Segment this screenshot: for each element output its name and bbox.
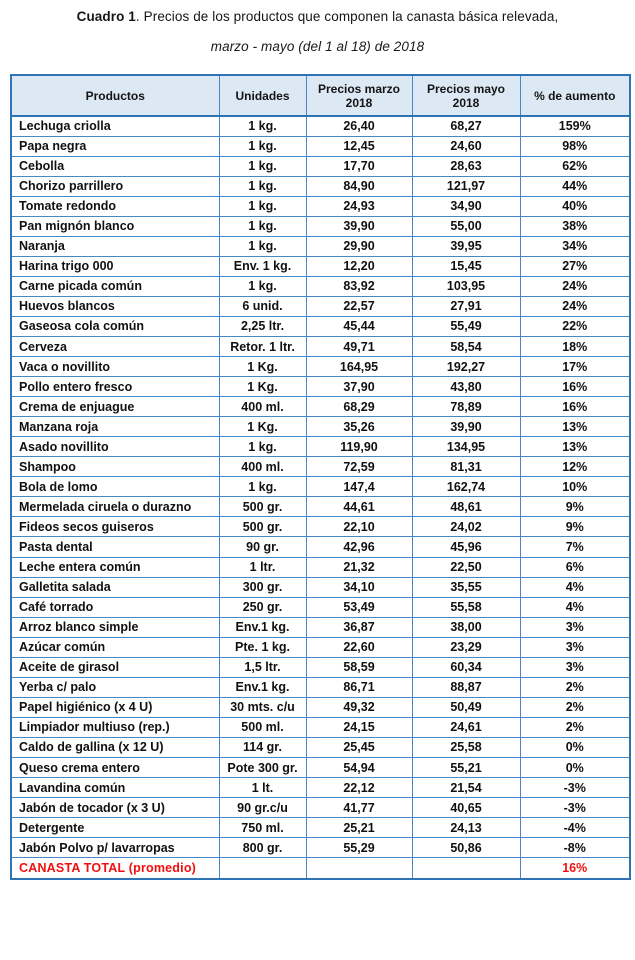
price-may-cell: 38,00 [412, 617, 520, 637]
price-march-cell: 119,90 [306, 437, 412, 457]
table-row [11, 136, 630, 156]
product-cell: Carne picada común [11, 276, 219, 296]
price-may-cell: 27,91 [412, 296, 520, 316]
unit-cell: 500 ml. [219, 717, 306, 737]
price-march-cell: 24,93 [306, 196, 412, 216]
table-row [11, 517, 630, 537]
pct-cell: 4% [520, 577, 630, 597]
table-row [11, 196, 630, 216]
price-march-cell: 58,59 [306, 657, 412, 677]
unit-cell: 1 kg. [219, 236, 306, 256]
table-row [11, 597, 630, 617]
unit-cell: 1,5 ltr. [219, 657, 306, 677]
table-footer [11, 858, 630, 880]
table-row [11, 417, 630, 437]
unit-cell: 90 gr.c/u [219, 798, 306, 818]
pct-cell: 24% [520, 276, 630, 296]
price-may-cell: 23,29 [412, 637, 520, 657]
price-march-cell: 12,45 [306, 136, 412, 156]
pct-cell: 13% [520, 437, 630, 457]
price-march-cell: 39,90 [306, 216, 412, 236]
product-cell: Limpiador multiuso (rep.) [11, 717, 219, 737]
col-header-precios-marzo: Precios marzo 2018 [306, 75, 412, 116]
pct-cell: 3% [520, 617, 630, 637]
pct-cell: 6% [520, 557, 630, 577]
product-cell: Cerveza [11, 337, 219, 357]
table-row [11, 357, 630, 377]
product-cell: Gaseosa cola común [11, 316, 219, 336]
product-cell: Café torrado [11, 597, 219, 617]
unit-cell: 1 ltr. [219, 557, 306, 577]
price-march-cell: 22,57 [306, 296, 412, 316]
product-cell: Huevos blancos [11, 296, 219, 316]
price-may-cell: 21,54 [412, 778, 520, 798]
col-header-precios-mayo: Precios mayo 2018 [412, 75, 520, 116]
col-header-unidades: Unidades [219, 75, 306, 116]
table-row [11, 176, 630, 196]
product-cell: Jabón Polvo p/ lavarropas [11, 838, 219, 858]
total-row [11, 858, 630, 880]
unit-cell: 1 lt. [219, 778, 306, 798]
price-table [10, 74, 631, 880]
price-march-cell: 21,32 [306, 557, 412, 577]
pct-cell: -8% [520, 838, 630, 858]
unit-cell: 750 ml. [219, 818, 306, 838]
price-may-cell: 55,58 [412, 597, 520, 617]
table-row [11, 377, 630, 397]
price-may-cell: 55,21 [412, 758, 520, 778]
price-may-cell: 81,31 [412, 457, 520, 477]
price-may-cell: 55,00 [412, 216, 520, 236]
col-header-pct-aumento: % de aumento [520, 75, 630, 116]
pct-cell: 9% [520, 497, 630, 517]
table-row [11, 457, 630, 477]
price-may-cell: 192,27 [412, 357, 520, 377]
pct-cell: 24% [520, 296, 630, 316]
price-may-cell: 22,50 [412, 557, 520, 577]
table-row [11, 477, 630, 497]
unit-cell: 1 kg. [219, 176, 306, 196]
table-row [11, 397, 630, 417]
unit-cell: 400 ml. [219, 457, 306, 477]
price-march-cell: 17,70 [306, 156, 412, 176]
table-row [11, 216, 630, 236]
unit-cell: Pte. 1 kg. [219, 637, 306, 657]
col-header-productos: Productos [11, 75, 219, 116]
pct-cell: 2% [520, 677, 630, 697]
product-cell: Leche entera común [11, 557, 219, 577]
product-cell: Arroz blanco simple [11, 617, 219, 637]
table-subtitle: marzo - mayo (del 1 al 18) de 2018 [210, 39, 425, 54]
table-row [11, 236, 630, 256]
product-cell: Pollo entero fresco [11, 377, 219, 397]
price-march-cell: 25,45 [306, 737, 412, 757]
table-row [11, 116, 630, 136]
product-cell: Manzana roja [11, 417, 219, 437]
unit-cell: 6 unid. [219, 296, 306, 316]
table-row [11, 798, 630, 818]
unit-cell: Pote 300 gr. [219, 758, 306, 778]
table-row [11, 577, 630, 597]
price-march-cell: 55,29 [306, 838, 412, 858]
price-may-cell: 60,34 [412, 657, 520, 677]
pct-cell: 27% [520, 256, 630, 276]
unit-cell: Env.1 kg. [219, 677, 306, 697]
product-cell: Tomate redondo [11, 196, 219, 216]
price-march-cell: 54,94 [306, 758, 412, 778]
unit-cell: Env.1 kg. [219, 617, 306, 637]
price-march-cell: 72,59 [306, 457, 412, 477]
price-may-cell: 43,80 [412, 377, 520, 397]
unit-cell: 1 kg. [219, 276, 306, 296]
price-may-cell: 35,55 [412, 577, 520, 597]
unit-cell: 1 kg. [219, 156, 306, 176]
unit-cell: 1 kg. [219, 116, 306, 136]
pct-cell: 34% [520, 236, 630, 256]
unit-cell: 1 kg. [219, 477, 306, 497]
price-may-cell: 15,45 [412, 256, 520, 276]
table-row [11, 537, 630, 557]
pct-cell: 98% [520, 136, 630, 156]
table-row [11, 778, 630, 798]
price-march-cell: 147,4 [306, 477, 412, 497]
pct-cell: 13% [520, 417, 630, 437]
price-may-cell: 134,95 [412, 437, 520, 457]
product-cell: Bola de lomo [11, 477, 219, 497]
product-cell: Caldo de gallina (x 12 U) [11, 737, 219, 757]
table-row [11, 657, 630, 677]
product-cell: Chorizo parrillero [11, 176, 219, 196]
total-march-cell [306, 858, 412, 880]
price-march-cell: 45,44 [306, 316, 412, 336]
price-may-cell: 39,90 [412, 417, 520, 437]
pct-cell: 2% [520, 717, 630, 737]
price-may-cell: 78,89 [412, 397, 520, 417]
price-march-cell: 29,90 [306, 236, 412, 256]
pct-cell: 10% [520, 477, 630, 497]
price-march-cell: 44,61 [306, 497, 412, 517]
table-row [11, 818, 630, 838]
table-row [11, 557, 630, 577]
unit-cell: Env. 1 kg. [219, 256, 306, 276]
pct-cell: 40% [520, 196, 630, 216]
product-cell: Asado novillito [11, 437, 219, 457]
price-may-cell: 24,61 [412, 717, 520, 737]
table-row [11, 256, 630, 276]
table-row [11, 758, 630, 778]
price-may-cell: 24,02 [412, 517, 520, 537]
price-may-cell: 39,95 [412, 236, 520, 256]
price-march-cell: 83,92 [306, 276, 412, 296]
table-row [11, 437, 630, 457]
price-may-cell: 25,58 [412, 737, 520, 757]
table-title-number: Cuadro 1 [76, 9, 136, 24]
price-may-cell: 40,65 [412, 798, 520, 818]
pct-cell: 2% [520, 697, 630, 717]
product-cell: Vaca o novillito [11, 357, 219, 377]
product-cell: Cebolla [11, 156, 219, 176]
unit-cell: Retor. 1 ltr. [219, 337, 306, 357]
price-march-cell: 25,21 [306, 818, 412, 838]
pct-cell: 16% [520, 397, 630, 417]
table-title-text: . Precios de los productos que componen la canasta básica relevada, [135, 9, 559, 24]
pct-cell: 9% [520, 517, 630, 537]
product-cell: Jabón de tocador (x 3 U) [11, 798, 219, 818]
price-march-cell: 53,49 [306, 597, 412, 617]
price-march-cell: 22,60 [306, 637, 412, 657]
pct-cell: 0% [520, 737, 630, 757]
pct-cell: 4% [520, 597, 630, 617]
price-may-cell: 24,60 [412, 136, 520, 156]
unit-cell: 400 ml. [219, 397, 306, 417]
product-cell: Harina trigo 000 [11, 256, 219, 276]
unit-cell: 2,25 ltr. [219, 316, 306, 336]
table-row [11, 637, 630, 657]
header-row [11, 75, 630, 116]
product-cell: Lechuga criolla [11, 116, 219, 136]
product-cell: Lavandina común [11, 778, 219, 798]
pct-cell: 3% [520, 657, 630, 677]
product-cell: Pasta dental [11, 537, 219, 557]
product-cell: Azúcar común [11, 637, 219, 657]
price-march-cell: 68,29 [306, 397, 412, 417]
price-march-cell: 24,15 [306, 717, 412, 737]
pct-cell: 0% [520, 758, 630, 778]
pct-cell: 16% [520, 377, 630, 397]
price-may-cell: 55,49 [412, 316, 520, 336]
table-row [11, 276, 630, 296]
table-row [11, 697, 630, 717]
unit-cell: 1 Kg. [219, 377, 306, 397]
unit-cell: 90 gr. [219, 537, 306, 557]
total-unit-cell [219, 858, 306, 880]
price-march-cell: 37,90 [306, 377, 412, 397]
pct-cell: 18% [520, 337, 630, 357]
price-may-cell: 162,74 [412, 477, 520, 497]
product-cell: Pan mignón blanco [11, 216, 219, 236]
product-cell: Papel higiénico (x 4 U) [11, 697, 219, 717]
price-march-cell: 34,10 [306, 577, 412, 597]
price-march-cell: 49,32 [306, 697, 412, 717]
product-cell: Yerba c/ palo [11, 677, 219, 697]
table-body [11, 116, 630, 858]
product-cell: Galletita salada [11, 577, 219, 597]
unit-cell: 500 gr. [219, 497, 306, 517]
table-row [11, 316, 630, 336]
table-row [11, 737, 630, 757]
price-may-cell: 48,61 [412, 497, 520, 517]
price-march-cell: 36,87 [306, 617, 412, 637]
unit-cell: 1 Kg. [219, 417, 306, 437]
price-may-cell: 121,97 [412, 176, 520, 196]
price-march-cell: 12,20 [306, 256, 412, 276]
product-cell: Shampoo [11, 457, 219, 477]
table-row [11, 497, 630, 517]
table-title [0, 8, 635, 25]
price-may-cell: 28,63 [412, 156, 520, 176]
price-march-cell: 86,71 [306, 677, 412, 697]
pct-cell: 12% [520, 457, 630, 477]
unit-cell: 1 kg. [219, 216, 306, 236]
product-cell: Mermelada ciruela o durazno [11, 497, 219, 517]
price-march-cell: 41,77 [306, 798, 412, 818]
price-may-cell: 45,96 [412, 537, 520, 557]
price-may-cell: 34,90 [412, 196, 520, 216]
pct-cell: -4% [520, 818, 630, 838]
price-march-cell: 26,40 [306, 116, 412, 136]
price-may-cell: 50,49 [412, 697, 520, 717]
price-march-cell: 164,95 [306, 357, 412, 377]
price-may-cell: 103,95 [412, 276, 520, 296]
pct-cell: 7% [520, 537, 630, 557]
unit-cell: 1 Kg. [219, 357, 306, 377]
pct-cell: 3% [520, 637, 630, 657]
price-may-cell: 68,27 [412, 116, 520, 136]
unit-cell: 1 kg. [219, 437, 306, 457]
price-may-cell: 24,13 [412, 818, 520, 838]
unit-cell: 300 gr. [219, 577, 306, 597]
table-row [11, 838, 630, 858]
table-row [11, 296, 630, 316]
table-row [11, 156, 630, 176]
pct-cell: 62% [520, 156, 630, 176]
unit-cell: 1 kg. [219, 136, 306, 156]
table-row [11, 677, 630, 697]
pct-cell: 159% [520, 116, 630, 136]
unit-cell: 30 mts. c/u [219, 697, 306, 717]
unit-cell: 1 kg. [219, 196, 306, 216]
product-cell: Papa negra [11, 136, 219, 156]
price-march-cell: 84,90 [306, 176, 412, 196]
pct-cell: -3% [520, 778, 630, 798]
unit-cell: 800 gr. [219, 838, 306, 858]
price-march-cell: 42,96 [306, 537, 412, 557]
table-row [11, 717, 630, 737]
product-cell: Detergente [11, 818, 219, 838]
pct-cell: 22% [520, 316, 630, 336]
product-cell: Fideos secos guiseros [11, 517, 219, 537]
price-may-cell: 50,86 [412, 838, 520, 858]
price-march-cell: 35,26 [306, 417, 412, 437]
price-march-cell: 22,10 [306, 517, 412, 537]
product-cell: Queso crema entero [11, 758, 219, 778]
product-cell: Aceite de girasol [11, 657, 219, 677]
unit-cell: 114 gr. [219, 737, 306, 757]
total-pct-cell: 16% [520, 858, 630, 880]
price-march-cell: 49,71 [306, 337, 412, 357]
pct-cell: 17% [520, 357, 630, 377]
title-block [0, 8, 635, 55]
table-row [11, 337, 630, 357]
pct-cell: 44% [520, 176, 630, 196]
pct-cell: -3% [520, 798, 630, 818]
product-cell: Naranja [11, 236, 219, 256]
pct-cell: 38% [520, 216, 630, 236]
price-may-cell: 88,87 [412, 677, 520, 697]
table-header [11, 75, 630, 116]
unit-cell: 500 gr. [219, 517, 306, 537]
price-may-cell: 58,54 [412, 337, 520, 357]
unit-cell: 250 gr. [219, 597, 306, 617]
total-label-cell: CANASTA TOTAL (promedio) [11, 858, 219, 880]
price-march-cell: 22,12 [306, 778, 412, 798]
product-cell: Crema de enjuague [11, 397, 219, 417]
table-row [11, 617, 630, 637]
total-may-cell [412, 858, 520, 880]
